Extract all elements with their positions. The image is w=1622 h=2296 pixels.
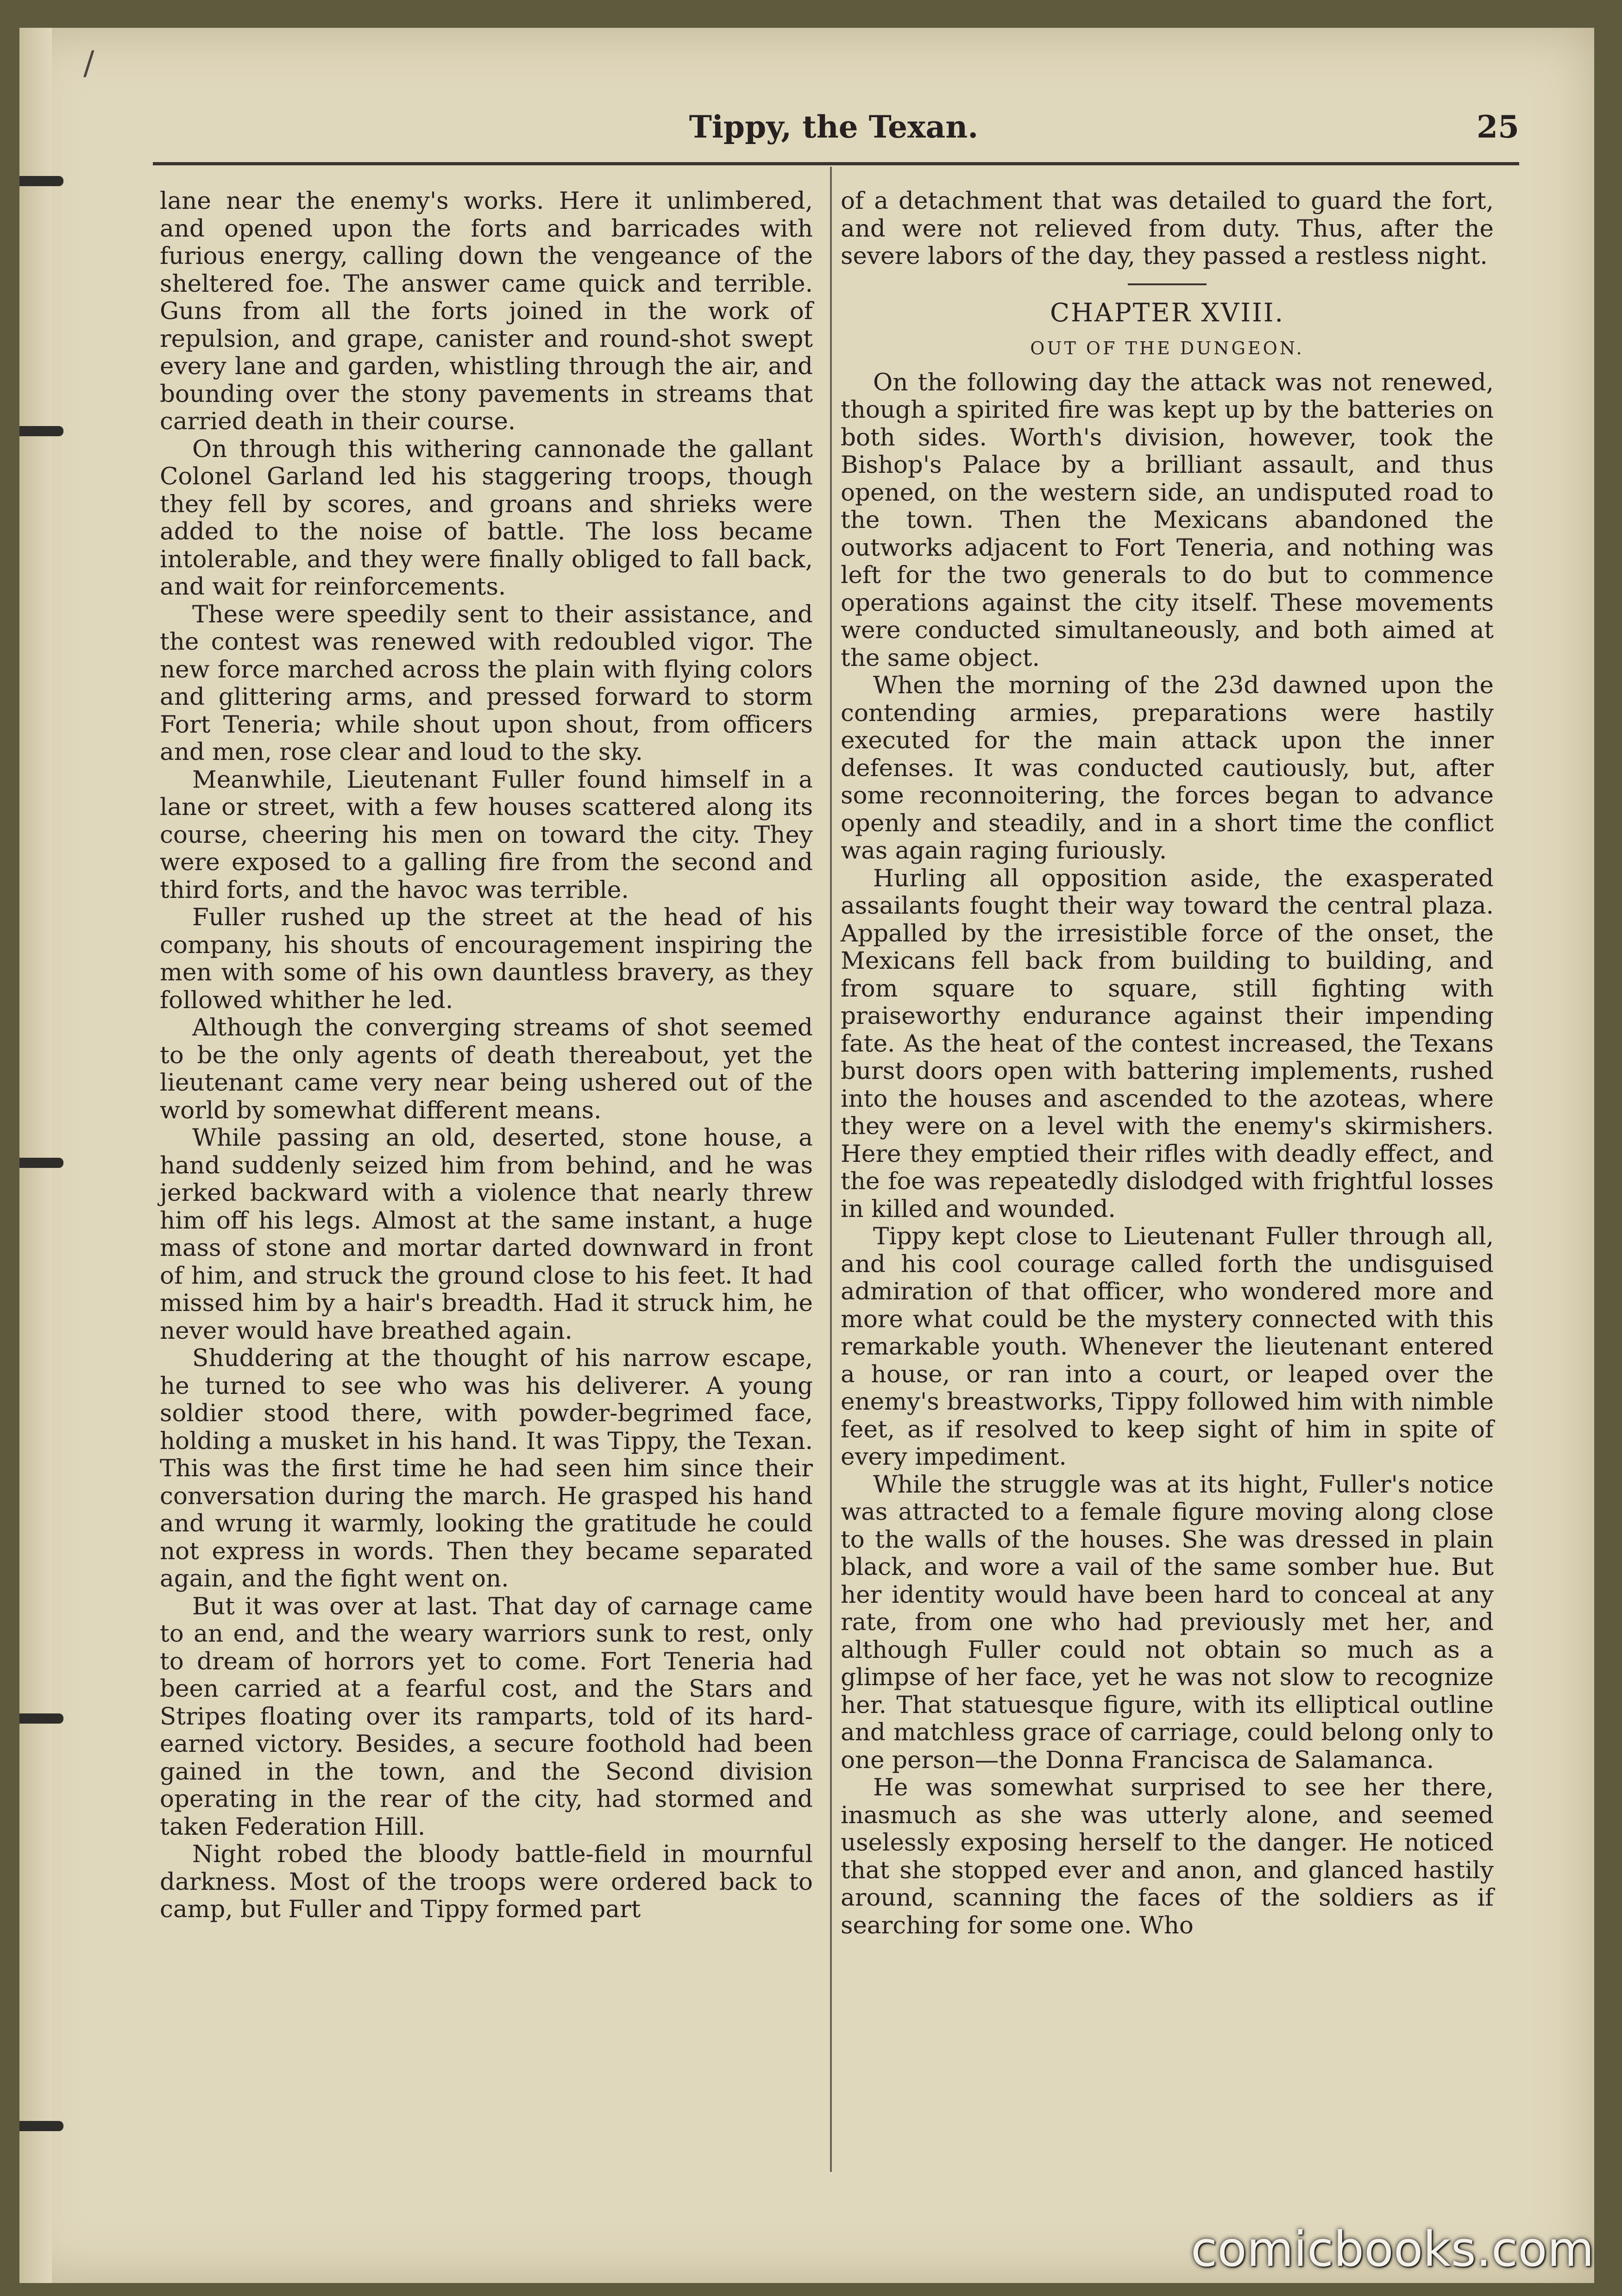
watermark: comicbooks.com [1190,2221,1594,2277]
paragraph: Shuddering at the thought of his narrow escape, he turned to see who was his deliverer. A young soldier stood there, with powder-begrimed face, holding a musket in his hand. It was Tippy, the Texan. This was the first time he had seen him since their conversation during the march. He grasped his hand and wrung it warmly, looking the gratitude he could not express in words. Then they became separated again, and the fight went on. [160,1344,813,1593]
staple [19,2121,63,2131]
paragraph: Hurling all opposition aside, the exasperated assailants fought their way toward the central plaza. Appalled by the irresistible force of the onset, the Mexicans fell back from building to building, and from square to square, still fighting with praiseworthy endurance against their impending fate. As the heat of the contest increased, the Texans burst doors open with battering implements, rushed into the houses and ascended to the azoteas, where they were on a level with the enemy's skirmishers. Here they emptied their rifles with deadly effect, and the foe was repeatedly dislodged with frightful losses in killed and wounded. [841,864,1494,1223]
running-head: Tippy, the Texan. [689,109,979,145]
page-header [148,109,1519,151]
paragraph: He was somewhat surprised to see her there, inasmuch as she was utterly alone, and seemed uselessly exposing herself to the danger. He noticed that she stopped ever and anon, and glanced hastily around, scanning the faces of the soldiers as if searching for some one. Who [841,1774,1494,1939]
paragraph: Tippy kept close to Lieutenant Fuller through all, and his cool courage called forth the undisguised admiration of that officer, who wondered more and more what could be the mystery connected with this remarkable youth. Whenever the lieutenant entered a house, or ran into a court, or leaped over the enemy's breastworks, Tippy followed him with nimble feet, as if resolved to keep sight of him in spite of every impediment. [841,1223,1494,1471]
right-column [841,188,1494,1939]
header-rule [153,162,1519,165]
paragraph: lane near the enemy's works. Here it unlimbered, and opened upon the forts and barricades with furious energy, calling down the vengeance of the sheltered foe. The answer came quick and terrible. Guns from all the forts joined in the work of repulsion, and grape, canister and round-shot swept every lane and garden, whistling through the air, and bounding over the stony pavements in streams that carried death in their course. [160,187,813,435]
chapter-subtitle: OUT OF THE DUNGEON. [1030,338,1304,358]
paragraph: On through this withering cannonade the gallant Colonel Garland led his staggering troops, though they fell by scores, and groans and shrieks were added to the noise of battle. The loss became intolerable, and they were finally obliged to fall back, and wait for reinforcements. [160,435,813,601]
paragraph: Meanwhile, Lieutenant Fuller found himself in a lane or street, with a few houses scattered along its course, cheering his men on toward the city. They were exposed to a galling fire from the second and third forts, and the havoc was terrible. [160,765,813,904]
page-number: 25 [1477,109,1519,145]
paragraph: But it was over at last. That day of carnage came to an end, and the weary warriors sunk to rest, only to dream of horrors yet to come. Fort Teneria had been carried at a fearful cost, and the Stars and Stripes floating over its ramparts, told of its hard-earned victory. Besides, a secure foothold had been gained in the town, and the Second division operating in the rear of the city, had stormed and taken Federation Hill. [160,1592,813,1841]
staple [19,176,63,186]
left-column [160,188,813,1924]
chapter-title: CHAPTER XVIII. [1050,297,1285,327]
paragraph: On the following day the attack was not renewed, though a spirited fire was kept up by the batteries on both sides. Worth's division, however, took the Bishop's Palace by a brilliant assault, and thus opened, on the western side, an undisputed road to the town. Then the Mexicans abandoned the outworks adjacent to Fort Teneria, and nothing was left for the two generals to do but to commence operations against the city itself. These movements were conducted simultaneously, and both aimed at the same object. [841,368,1494,672]
staple [19,1158,63,1168]
staple [19,1713,63,1724]
paragraph: While the struggle was at its hight, Fuller's notice was attracted to a female figure moving along close to the walls of the houses. She was dressed in plain black, and wore a vail of the same somber hue. But her identity would have been hard to conceal at any rate, from one who had previously met her, and although Fuller could not obtain so much as a glimpse of her face, yet he was not slow to recognize her. That statuesque figure, with its elliptical outline and matchless grace of carriage, could belong only to one person—the Donna Francisca de Salamanca. [841,1470,1494,1774]
pencil-mark: / [83,44,94,82]
staple [19,426,63,436]
column-divider [830,167,832,2172]
paragraph: Night robed the bloody battle-field in mournful darkness. Most of the troops were ordered back to camp, but Fuller and Tippy formed part [160,1840,813,1923]
paragraph: Although the converging streams of shot seemed to be the only agents of death thereabout, yet the lieutenant came very near being ushered out of the world by somewhat different means. [160,1014,813,1124]
paragraph: When the morning of the 23d dawned upon the contending armies, preparations were hastily executed for the main attack upon the inner defenses. It was conducted cautiously, but, after some reconnoitering, the forces began to advance openly and steadily, and in a short time the conflict was again raging furiously. [841,671,1494,865]
paragraph: Fuller rushed up the street at the head of his company, his shouts of encouragement inspiring the men with some of his own dauntless bravery, as they followed whither he led. [160,903,813,1014]
paragraph: of a detachment that was detailed to guard the fort, and were not relieved from duty. Thus, after the severe labors of the day, they passed a restless night. [841,187,1494,270]
paragraph: These were speedily sent to their assistance, and the contest was renewed with redoubled vigor. The new force marched across the plain with flying colors and glittering arms, and pressed forward to storm Fort Teneria; while shout upon shout, from officers and men, rose clear and loud to the sky. [160,600,813,766]
paragraph: While passing an old, deserted, stone house, a hand suddenly seized him from behind, and he was jerked backward with a violence that nearly threw him off his legs. Almost at the same instant, a huge mass of stone and mortar darted downward in front of him, and struck the ground close to his feet. It had missed him by a hair's breadth. Had it struck him, he never would have breathed again. [160,1124,813,1345]
page-spine [19,28,52,2283]
section-rule [1128,283,1207,285]
